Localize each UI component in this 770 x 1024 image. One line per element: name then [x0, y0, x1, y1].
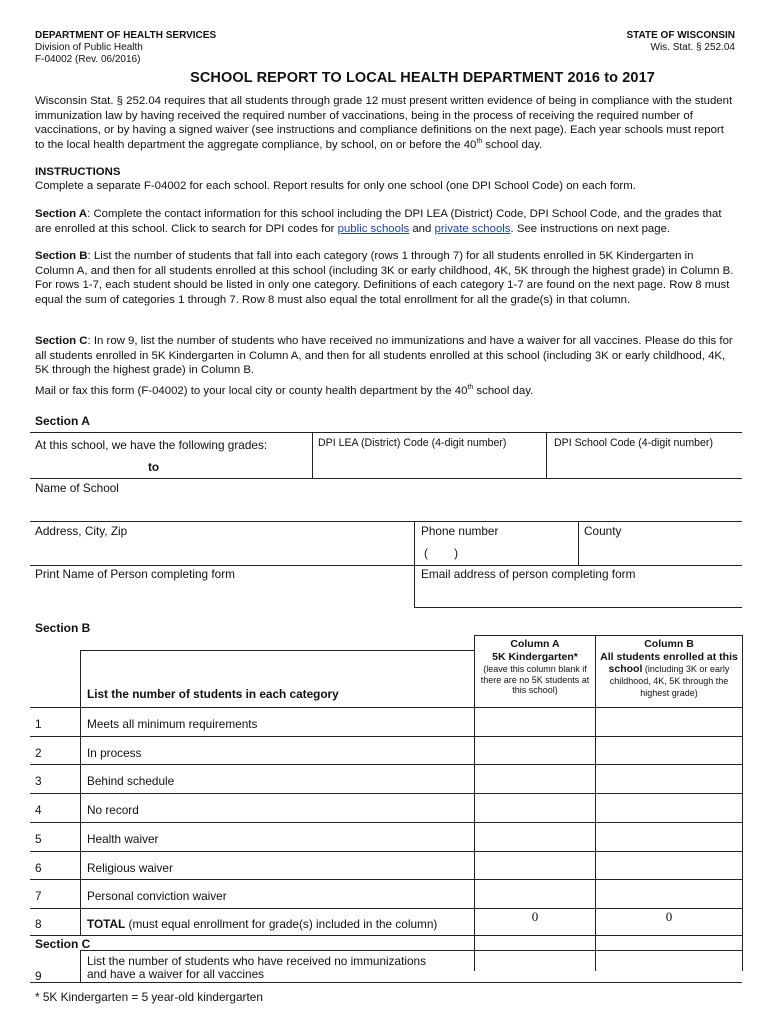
grades-label: At this school, we have the following grades: [35, 438, 268, 452]
category-label: No record [87, 803, 139, 818]
lea-code-label: DPI LEA (District) Code (4-digit number) [318, 437, 507, 449]
column-a-title: Column A [510, 638, 560, 650]
column-a-field[interactable] [477, 738, 593, 763]
column-a-field[interactable] [477, 853, 593, 878]
section-c-label-line2: and have a waiver for all vaccines [87, 967, 265, 981]
row-number: 7 [35, 889, 42, 904]
row-9-column-b-field[interactable] [598, 952, 740, 980]
category-label: Health waiver [87, 831, 159, 846]
school-code-field[interactable] [554, 452, 739, 476]
column-a-subtitle: 5K Kindergarten* [492, 651, 578, 663]
school-name-label: Name of School [35, 481, 119, 495]
public-schools-link[interactable]: public schools [337, 222, 410, 235]
column-a-field[interactable] [477, 766, 593, 791]
column-b-title: Column B [644, 638, 694, 650]
footnote: * 5K Kindergarten = 5 year-old kindergarten [35, 990, 263, 1004]
instructions-section-b: Section B: List the number of students that fall into each category (rows 1 through 7) for all students enrolled in 5K Kindergarten in Column A, and then for all students enrolled at this school (including 3K or early childhood, 4K, 5K through the highest grade) in Column B. For rows 1-7, each student should be listed in only one category. Definitions of each category 1-7 are found on the next page. Row 8 must equal the sum of categories 1 through 7. Row 8 must also equal the total enrollment for all the grade(s) in that column. [35, 250, 734, 306]
person-name-field[interactable] [35, 584, 410, 606]
school-code-label: DPI School Code (4-digit number) [554, 437, 713, 449]
row-number: 8 [35, 917, 42, 931]
column-b-field[interactable] [598, 881, 740, 906]
column-b-field[interactable] [598, 766, 740, 791]
section-c-label-line1: List the number of students who have received no immunizations [87, 954, 427, 968]
instructions-line1: Complete a separate F-04002 for each school. Report results for only one school (one DPI School Code) on each form. [35, 180, 636, 192]
category-label: Meets all minimum requirements [87, 717, 258, 731]
form-number: F-04002 (Rev. 06/2016) [35, 54, 141, 65]
phone-label: Phone number [421, 524, 499, 538]
column-a-note: (leave this column blank if there are no 5K students at this school) [480, 664, 590, 695]
column-a-field[interactable] [477, 795, 593, 820]
email-field[interactable] [421, 584, 739, 606]
mail-instructions: Mail or fax this form (F-04002) to your local city or county health department by the 40th school day. [35, 384, 534, 397]
address-field[interactable] [35, 540, 410, 563]
column-a-field[interactable] [477, 709, 593, 734]
grades-to-label: to [148, 460, 160, 474]
row-number: 3 [35, 774, 42, 789]
total-label: TOTAL (must equal enrollment for grade(s) included in the column) [87, 917, 438, 931]
row-9-column-a-field[interactable] [477, 952, 593, 980]
section-a-heading: Section A [35, 414, 90, 428]
row-number: 1 [35, 717, 42, 731]
division-name: Division of Public Health [35, 42, 143, 53]
total-column-b-value[interactable]: 0 [665, 909, 673, 924]
person-name-label: Print Name of Person completing form [35, 567, 235, 581]
email-label: Email address of person completing form [421, 567, 636, 581]
category-label: Behind schedule [87, 774, 175, 789]
section-b-heading: Section B [35, 621, 91, 635]
county-label: County [584, 524, 622, 538]
instructions-section-c: Section C: In row 9, list the number of students who have received no immunizations and have a waiver for all vaccines. Please do this for all students enrolled in 5K Kindergarten in Column A, and then for all students enrolled at this school (including 3K or early childhood, 4K, 5K through the highest grade) in Column B. [35, 335, 733, 377]
phone-field[interactable]: ( ) [424, 546, 459, 560]
row-number: 9 [35, 969, 42, 983]
total-column-a-value[interactable]: 0 [531, 909, 539, 924]
county-field[interactable] [584, 540, 739, 563]
column-b-field[interactable] [598, 738, 740, 763]
category-label: Religious waiver [87, 860, 173, 875]
list-header: List the number of students in each category [87, 687, 339, 701]
lea-code-field[interactable] [318, 452, 540, 476]
grade-from-field[interactable] [35, 455, 140, 475]
address-label: Address, City, Zip [35, 524, 128, 538]
row-number: 6 [35, 860, 42, 875]
page-title: SCHOOL REPORT TO LOCAL HEALTH DEPARTMENT 2016 to 2017 [190, 70, 655, 86]
column-b-field[interactable] [598, 709, 740, 734]
section-c-heading: Section C [35, 937, 91, 951]
category-label: In process [87, 745, 142, 760]
instructions-heading: INSTRUCTIONS [35, 166, 121, 178]
column-b-field[interactable] [598, 824, 740, 849]
private-schools-link[interactable]: private schools [434, 222, 511, 235]
row-number: 4 [35, 803, 42, 818]
column-a-field[interactable] [477, 824, 593, 849]
category-label: Personal conviction waiver [87, 889, 227, 904]
column-b-field[interactable] [598, 795, 740, 820]
state-name: STATE OF WISCONSIN [626, 30, 735, 41]
department-name: DEPARTMENT OF HEALTH SERVICES [35, 30, 217, 41]
column-b-field[interactable] [598, 853, 740, 878]
intro-paragraph: Wisconsin Stat. § 252.04 requires that all students through grade 12 must present written evidence of being in compliance with the student immunization law by having received the required number of vaccinations, being in the process of receiving the required number of vaccinations, or by having a signed waiver (see instructions and compliance definitions on the next page). Each year schools must report to the local health department the aggregate compliance, by school, on or before the 40th school day. [35, 95, 733, 151]
row-number: 5 [35, 831, 42, 846]
statute-ref: Wis. Stat. § 252.04 [650, 42, 735, 53]
school-name-field[interactable] [35, 496, 739, 519]
row-number: 2 [35, 745, 42, 760]
column-a-field[interactable] [477, 881, 593, 906]
instructions-section-a: Section A: Complete the contact information for this school including the DPI LEA (District) Code, DPI School Code, and the grades that are enrolled at this school. Click to search for DPI codes for public schools and private schools. See instructions on next page. [35, 208, 722, 235]
column-b-subtitle: All students enrolled at this school (including 3K or early childhood, 4K, 5K through the highest grade) [600, 651, 738, 698]
grade-to-field[interactable] [170, 455, 305, 475]
